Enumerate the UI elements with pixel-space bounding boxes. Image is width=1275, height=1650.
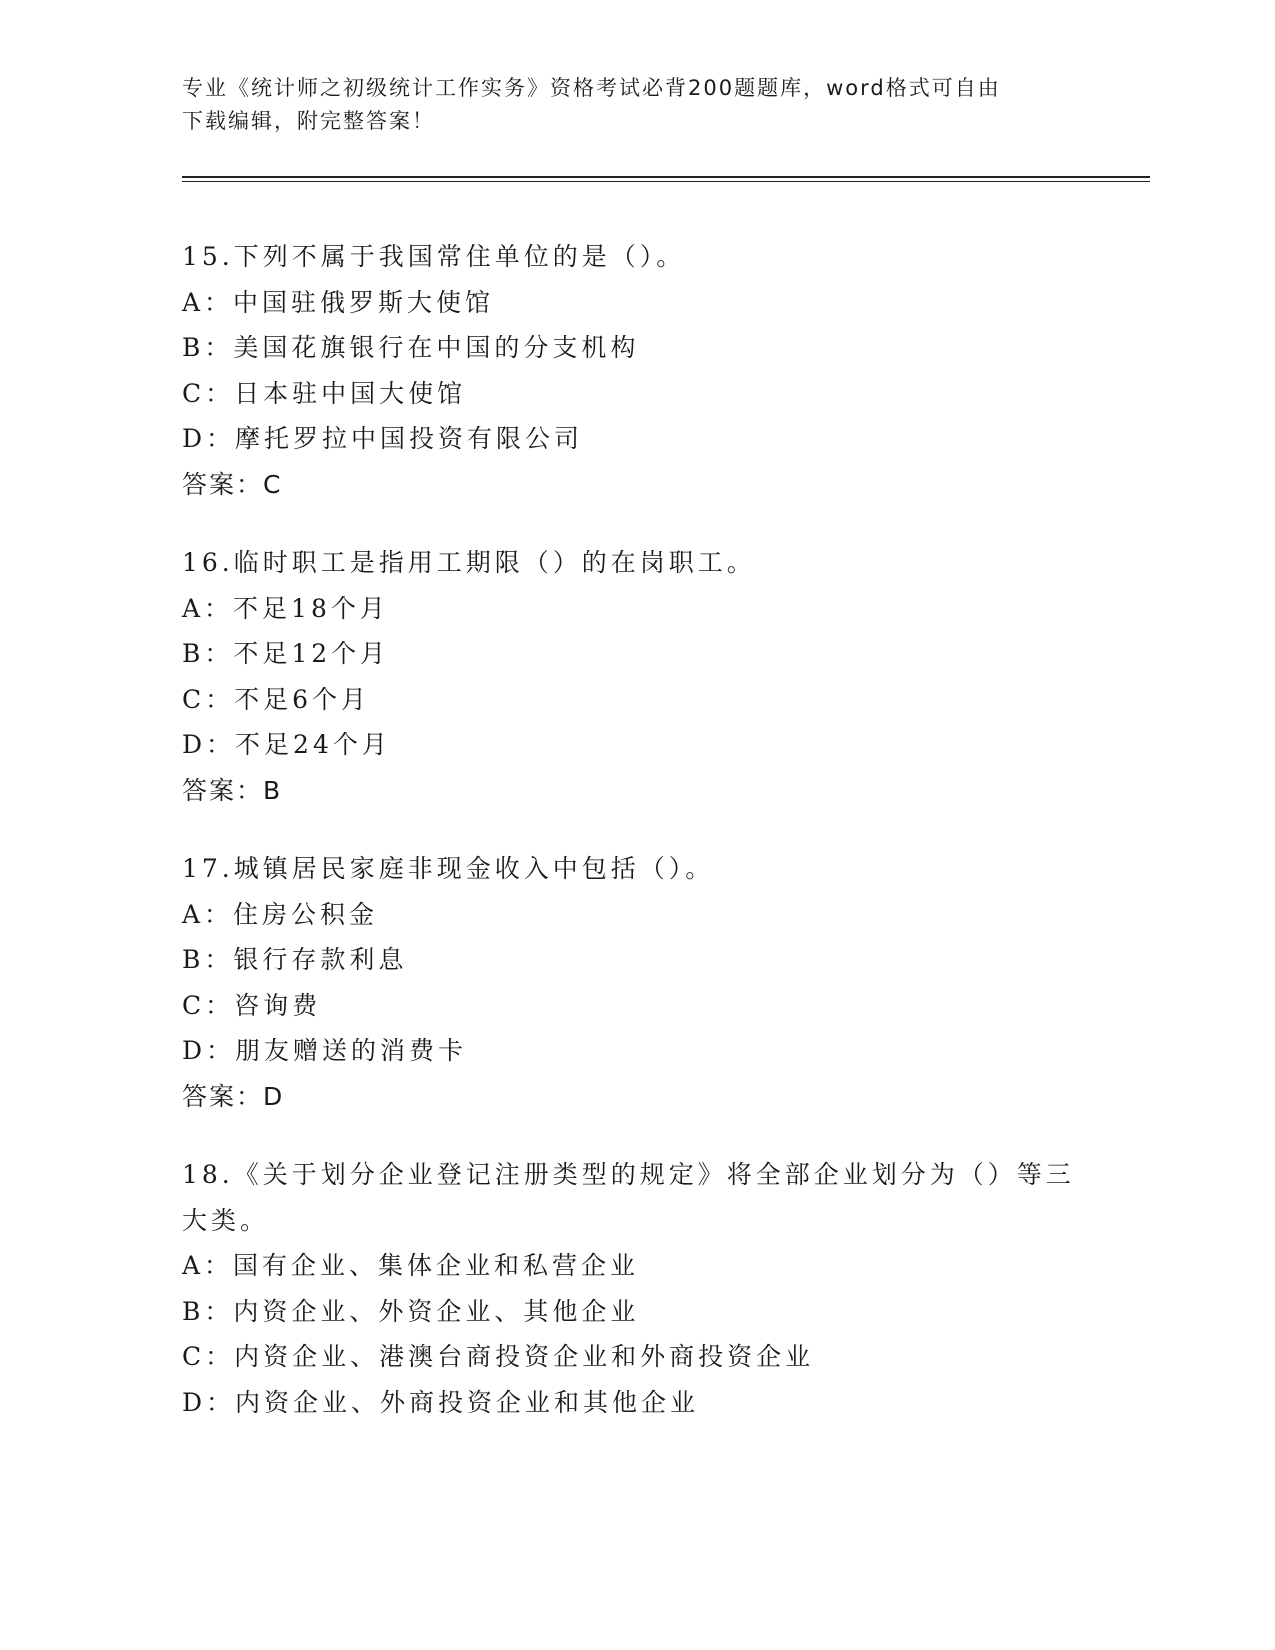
document-header [182, 72, 1042, 138]
question-18 [182, 1152, 1082, 1425]
option-b: B：银行存款利息 [182, 945, 408, 974]
option-b: B：不足12个月 [182, 639, 390, 668]
question-stem-line-2: 大类。 [182, 1205, 270, 1235]
option-d: D：摩托罗拉中国投资有限公司 [182, 424, 584, 453]
question-16 [182, 540, 1082, 813]
header-divider-thick [182, 176, 1150, 178]
question-stem: 16.临时职工是指用工期限（）的在岗职工。 [182, 548, 756, 577]
option-b: B：内资企业、外资企业、其他企业 [182, 1296, 640, 1326]
option-c: C：内资企业、港澳台商投资企业和外商投资企业 [182, 1342, 815, 1371]
option-d: D：不足24个月 [182, 730, 391, 759]
option-c: C：不足6个月 [182, 684, 371, 714]
option-a: A：中国驻俄罗斯大使馆 [182, 287, 495, 317]
option-d: D：朋友赠送的消费卡 [182, 1036, 468, 1065]
option-d: D：内资企业、外商投资企业和其他企业 [182, 1387, 700, 1417]
answer: 答案：C [182, 469, 283, 499]
header-line-2: 下载编辑，附完整答案！ [182, 109, 435, 133]
option-a: A：不足18个月 [182, 593, 389, 623]
option-c: C：咨询费 [182, 990, 322, 1020]
question-stem: 17.城镇居民家庭非现金收入中包括（）。 [182, 854, 715, 883]
question-stem: 15.下列不属于我国常住单位的是（）。 [182, 242, 686, 271]
header-divider-thin [182, 181, 1150, 182]
option-b: B：美国花旗银行在中国的分支机构 [182, 333, 640, 362]
answer: 答案：B [182, 775, 283, 805]
option-a: A：国有企业、集体企业和私营企业 [182, 1251, 640, 1280]
question-stem-line-1: 18.《关于划分企业登记注册类型的规定》将全部企业划分为（）等三 [182, 1160, 1075, 1189]
answer: 答案：D [182, 1081, 285, 1111]
option-a: A：住房公积金 [182, 899, 379, 929]
option-c: C：日本驻中国大使馆 [182, 378, 467, 408]
question-17 [182, 846, 1082, 1119]
question-15 [182, 234, 1082, 507]
question-list [182, 234, 1082, 1458]
header-line-1: 专业《统计师之初级统计工作实务》资格考试必背200题题库，word格式可自由 [182, 76, 1001, 100]
